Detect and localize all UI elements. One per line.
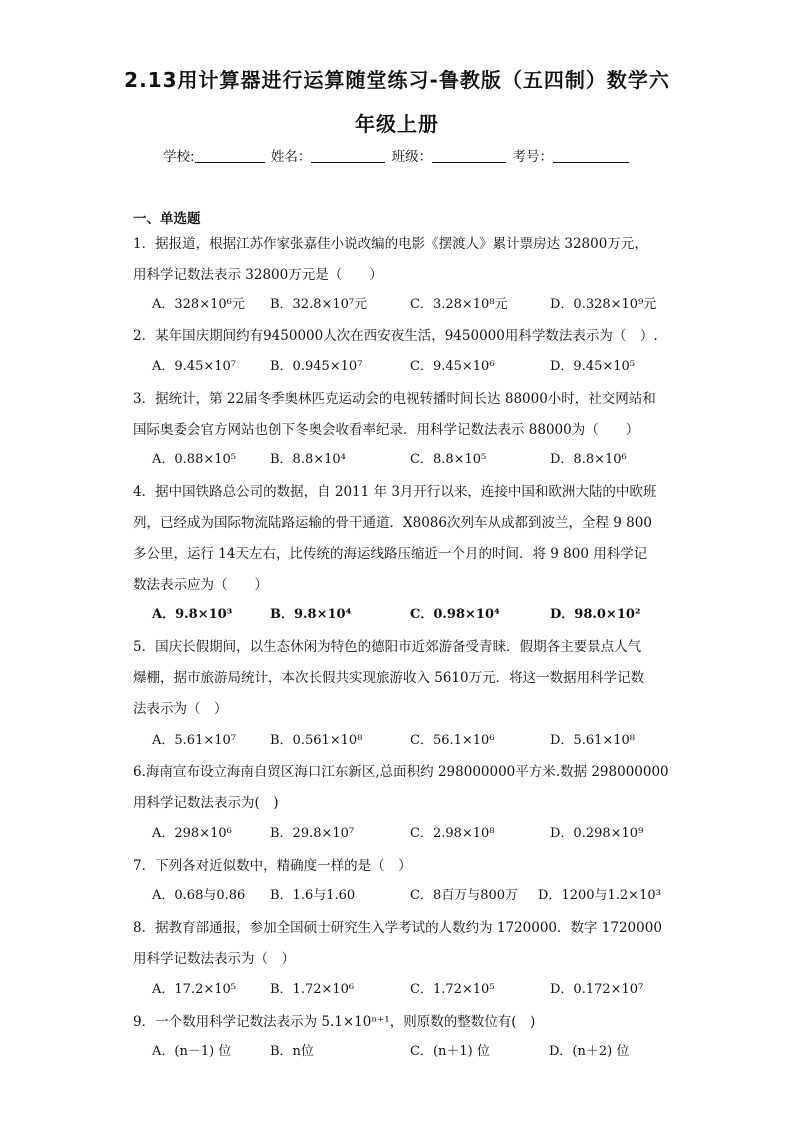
student-info-row	[163, 145, 631, 165]
question-line: 多公里，运行 14天左右，比传统的海运线路压缩近一个月的时间．将 9 800 用科学记	[133, 546, 648, 562]
question-line: 6.海南宣布设立海南自贸区海口江东新区,总面积约 298000000平方米.数据 298000000	[133, 764, 669, 780]
options-8	[152, 978, 712, 1002]
school-label: 学校:	[163, 149, 195, 165]
option-d[interactable]: D．8.8×10⁶	[550, 452, 627, 467]
option-c[interactable]: C．8.8×10⁵	[410, 452, 487, 467]
question-line: 4．据中国铁路总公司的数据，自 2011 年 3月开行以来，连接中国和欧洲大陆的中欧班	[133, 484, 657, 500]
question-line: 9．一个数用科学记数法表示为 5.1×10ⁿ⁺¹，则原数的整数位有( )	[133, 1014, 536, 1030]
option-a[interactable]: A．298×10⁶	[152, 826, 232, 841]
option-b[interactable]: B．32.8×10⁷元	[270, 297, 368, 312]
option-b[interactable]: B．0.561×10⁸	[270, 733, 363, 748]
options-5	[152, 729, 712, 753]
option-d[interactable]: D．0.298×10⁹	[550, 826, 644, 841]
option-b[interactable]: B．1.6与1.60	[270, 888, 356, 903]
question-line: 7．下列各对近似数中，精确度一样的是（ ）	[133, 858, 412, 874]
option-d[interactable]: D．(n＋2) 位	[549, 1044, 630, 1059]
option-c[interactable]: C．8百万与800万	[410, 888, 519, 903]
option-a[interactable]: A．328×10⁶元	[152, 297, 245, 312]
question-9	[133, 1007, 673, 1038]
option-c[interactable]: C．0.98×10⁴	[410, 607, 500, 622]
page-title-line-1: 2.13用计算器进行运算随堂练习-鲁教版（五四制）数学六	[124, 68, 670, 92]
question-3	[133, 384, 673, 446]
options-4	[152, 603, 712, 627]
question-line: 5．国庆长假期间，以生态休闲为特色的德阳市近郊游备受青睐．假期各主要景点人气	[133, 639, 642, 655]
question-line: 数法表示应为（ ）	[133, 577, 268, 593]
options-6	[152, 822, 712, 846]
option-c[interactable]: C．3.28×10⁸元	[410, 297, 508, 312]
options-2	[152, 355, 712, 379]
question-line: 3．据统计，第 22届冬季奥林匹克运动会的电视转播时间长达 88000小时，社交网站和	[133, 391, 656, 407]
question-4	[133, 477, 673, 601]
options-3	[152, 448, 712, 472]
option-b[interactable]: B．29.8×10⁷	[270, 826, 355, 841]
option-a[interactable]: A．17.2×10⁵	[152, 982, 236, 997]
id-field[interactable]	[553, 148, 629, 163]
option-b[interactable]: B．0.945×10⁷	[270, 359, 363, 374]
class-label: 班级：	[391, 149, 433, 165]
option-b[interactable]: B．8.8×10⁴	[270, 452, 346, 467]
option-d[interactable]: D．1200与1.2×10³	[538, 888, 661, 903]
option-c[interactable]: C．9.45×10⁶	[410, 359, 495, 374]
option-a[interactable]: A．(n－1) 位	[152, 1044, 232, 1059]
name-field[interactable]	[311, 148, 385, 163]
question-2	[133, 321, 673, 352]
question-line: 用科学记数法表示 32800万元是（ ）	[133, 267, 383, 283]
question-line: 爆棚，据市旅游局统计，本次长假共实现旅游收入 5610万元．将这一数据用科学记数	[133, 670, 645, 686]
option-b[interactable]: B．1.72×10⁶	[270, 982, 355, 997]
section-heading: 一、单选题	[133, 211, 201, 227]
option-d[interactable]: D．0.328×10⁹元	[550, 297, 657, 312]
option-b[interactable]: B．9.8×10⁴	[270, 607, 352, 622]
option-c[interactable]: C．(n＋1) 位	[410, 1044, 490, 1059]
question-line: 用科学记数法表示为（ ）	[133, 951, 295, 967]
option-a[interactable]: A．9.8×10³	[152, 607, 233, 622]
school-field[interactable]	[195, 148, 265, 163]
question-line: 法表示为（ ）	[133, 701, 228, 717]
options-1	[152, 293, 712, 317]
option-a[interactable]: A．5.61×10⁷	[152, 733, 236, 748]
option-d[interactable]: D．98.0×10²	[550, 607, 641, 622]
option-c[interactable]: C．2.98×10⁸	[410, 826, 495, 841]
option-c[interactable]: C．56.1×10⁶	[410, 733, 495, 748]
option-d[interactable]: D．9.45×10⁵	[550, 359, 636, 374]
question-line: 8．据教育部通报，参加全国硕士研究生入学考试的人数约为 1720000．数字 1720000	[133, 920, 662, 936]
option-b[interactable]: B．n位	[270, 1044, 314, 1059]
question-line: 2．某年国庆期间约有9450000人次在西安夜生活，9450000用科学数法表示为（ ）.	[133, 328, 658, 344]
id-label: 考号：	[512, 149, 553, 165]
option-d[interactable]: D．5.61×10⁸	[550, 733, 636, 748]
question-line: 1．据报道，根据江苏作家张嘉佳小说改编的电影《摆渡人》累计票房达 32800万元，	[133, 236, 648, 252]
option-a[interactable]: A．0.88×10⁵	[152, 452, 236, 467]
options-9	[133, 1040, 693, 1064]
class-field[interactable]	[432, 148, 506, 163]
question-7	[133, 851, 673, 882]
option-a[interactable]: A．0.68与0.86	[152, 888, 246, 903]
options-7	[152, 884, 712, 908]
name-label: 姓名：	[270, 149, 312, 165]
question-8	[133, 913, 673, 975]
question-line: 国际奥委会官方网站也创下冬奥会收看率纪录．用科学记数法表示 88000为（ ）	[133, 422, 640, 438]
option-c[interactable]: C．1.72×10⁵	[410, 982, 495, 997]
option-d[interactable]: D．0.172×10⁷	[550, 982, 644, 997]
question-1	[133, 229, 673, 291]
question-line: 列，已经成为国际物流陆路运输的骨干通道．X8086次列车从成都到波兰，全程 9 800	[133, 515, 652, 531]
question-line: 用科学记数法表示为( )	[133, 795, 279, 811]
option-a[interactable]: A．9.45×10⁷	[152, 359, 236, 374]
question-6	[133, 757, 673, 819]
question-5	[133, 632, 673, 725]
page-title-line-2: 年级上册	[355, 112, 439, 136]
